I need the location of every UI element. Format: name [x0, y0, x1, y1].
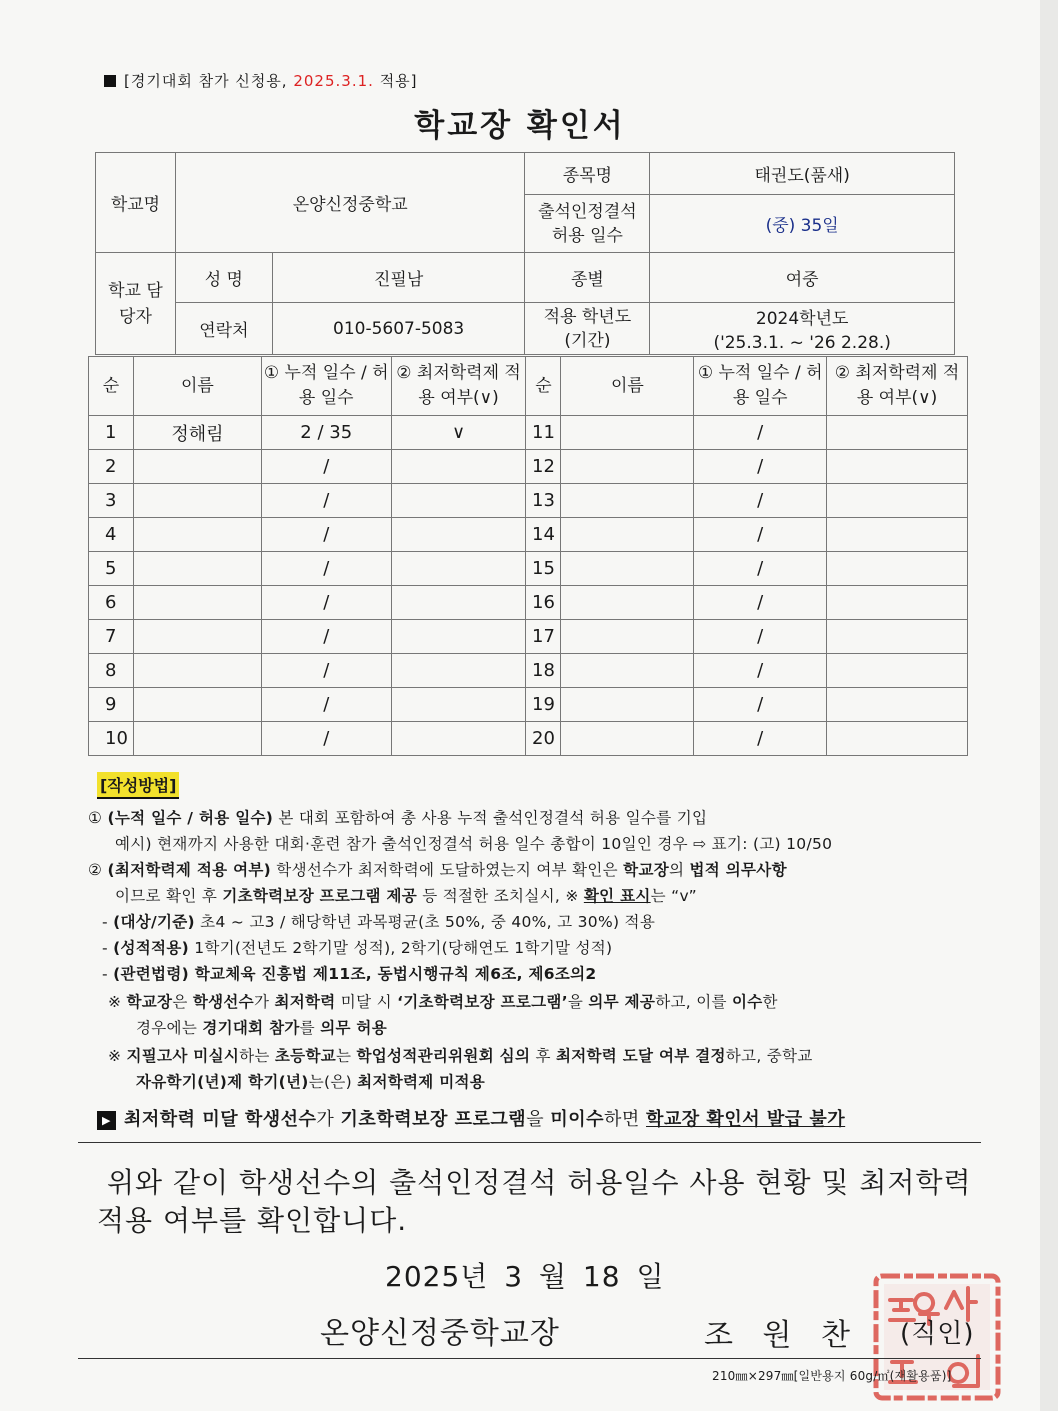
col-seq: 순	[89, 357, 134, 416]
min-academic-check	[827, 518, 968, 552]
header-note: [경기대회 참가 신청용, 2025.3.1. 적용]	[104, 70, 418, 91]
min-academic-check	[827, 552, 968, 586]
col-min: ② 최저학력제 적용 여부(∨)	[391, 357, 526, 416]
table-row	[89, 722, 968, 756]
days-value: /	[261, 688, 391, 722]
confirmation-text: 위와 같이 학생선수의 출석인정결석 허용일수 사용 현황 및 최저학력 적용 여부를 확인합니다.	[97, 1166, 972, 1237]
type-label: 종별	[525, 253, 650, 303]
allow-value: (중) 35일	[650, 195, 955, 253]
year-label: 적용 학년도 (기간)	[525, 303, 650, 355]
warning-line: ▶ 최저학력 미달 학생선수가 기초학력보장 프로그램을 미이수하면 학교장 확인서 발급 불가	[97, 1105, 845, 1131]
min-academic-check	[391, 552, 526, 586]
header-date: 2025.3.1.	[293, 72, 374, 90]
criteria-law: - (관련법령) 학교체육 진흥법 제11조, 동법시행규칙 제6조, 제6조의2	[102, 965, 597, 983]
principal-name: 조 원 찬	[704, 1318, 861, 1353]
year-period: ('25.3.1. ~ '26 2.28.)	[713, 333, 891, 353]
min-academic-check	[391, 586, 526, 620]
year-value: 2024학년도	[755, 309, 849, 329]
student-name	[561, 518, 694, 552]
student-name	[133, 722, 261, 756]
col-days: ① 누적 일수 / 허용 일수	[261, 357, 391, 416]
min-academic-check	[391, 654, 526, 688]
days-value: /	[261, 654, 391, 688]
row-number: 5	[89, 552, 134, 586]
note-2: ※ 지필고사 미실시하는 초등학교는 학업성적관리위원회 심의 후 최저학력 도달 여부 결정하고, 중학교	[108, 1047, 813, 1065]
table-row	[89, 620, 968, 654]
days-value: 2 / 35	[261, 416, 391, 450]
paper-spec: 210㎜×297㎜[일반용지 60g/㎡(재활용품)]	[712, 1369, 952, 1383]
page-title: 학교장 확인서	[414, 108, 626, 144]
student-name	[561, 654, 694, 688]
table-row	[89, 654, 968, 688]
student-name	[561, 620, 694, 654]
table-row	[89, 484, 968, 518]
instruction-2-cont: 이므로 확인 후 기초학력보장 프로그램 제공 등 적절한 조치실시, ※ 확인 표시는 “v”	[115, 887, 698, 905]
row-number: 15	[526, 552, 561, 586]
days-value: /	[694, 688, 827, 722]
days-value: /	[261, 450, 391, 484]
col-name: 이름	[133, 357, 261, 416]
row-number: 9	[89, 688, 134, 722]
row-number: 17	[526, 620, 561, 654]
row-number: 14	[526, 518, 561, 552]
criteria-grades: - (성적적용) 1학기(전년도 2학기말 성적), 2학기(당해연도 1학기말 성적)	[102, 939, 613, 957]
student-name	[133, 552, 261, 586]
allow-label: 출석인정결석 허용 일수	[525, 195, 650, 253]
row-number: 3	[89, 484, 134, 518]
table-row	[89, 450, 968, 484]
min-academic-check	[827, 586, 968, 620]
table-row	[89, 518, 968, 552]
instruction-1: ① (누적 일수 / 허용 일수) 본 대회 포함하여 총 사용 누적 출석인정결석 허용 일수를 기입	[88, 809, 708, 827]
school-principal-title: 온양신정중학교장	[320, 1316, 560, 1351]
days-value: /	[261, 552, 391, 586]
col-days: ① 누적 일수 / 허용 일수	[694, 357, 827, 416]
row-number: 19	[526, 688, 561, 722]
contact-value: 010-5607-5083	[272, 303, 525, 355]
event-value: 태권도(품새)	[650, 153, 955, 195]
student-name	[133, 586, 261, 620]
note-2-cont: 자유학기(년)제 학기(년)는(은) 최저학력제 미적용	[136, 1073, 486, 1091]
days-value: /	[694, 722, 827, 756]
row-number: 13	[526, 484, 561, 518]
instruction-1-example: 예시) 현재까지 사용한 대회·훈련 참가 출석인정결석 허용 일수 총합이 10일인 경우 ⇨ 표기: (고) 10/50	[115, 835, 833, 853]
row-number: 6	[89, 586, 134, 620]
teacher-label: 학교 담당자	[96, 253, 176, 355]
instruction-2: ② (최저학력제 적용 여부) 학생선수가 최저학력에 도달하였는지 여부 확인은 학교장의 법적 의무사항	[88, 861, 787, 879]
school-value: 온양신정중학교	[175, 153, 525, 253]
row-number: 8	[89, 654, 134, 688]
issue-date: 2025년 3 월 18 일	[385, 1260, 665, 1293]
min-academic-check	[827, 654, 968, 688]
min-academic-check: ∨	[391, 416, 526, 450]
student-name	[561, 586, 694, 620]
student-name	[133, 620, 261, 654]
days-value: /	[261, 484, 391, 518]
note-1: ※ 학교장은 학생선수가 최저학력 미달 시 ‘기초학력보장 프로그램’을 의무 제공하고, 이를 이수한	[108, 993, 778, 1011]
days-value: /	[261, 586, 391, 620]
days-value: /	[694, 654, 827, 688]
min-academic-check	[391, 620, 526, 654]
student-name	[133, 484, 261, 518]
row-number: 7	[89, 620, 134, 654]
days-value: /	[694, 484, 827, 518]
footer-divider	[78, 1358, 981, 1359]
table-row	[89, 688, 968, 722]
min-academic-check	[827, 416, 968, 450]
year-cell	[650, 303, 955, 355]
min-academic-check	[827, 484, 968, 518]
student-name	[561, 484, 694, 518]
row-number: 16	[526, 586, 561, 620]
days-value: /	[261, 620, 391, 654]
contact-label: 연락처	[175, 303, 272, 355]
student-name	[561, 722, 694, 756]
row-number: 20	[526, 722, 561, 756]
days-value: /	[694, 552, 827, 586]
info-table	[95, 152, 955, 355]
student-name	[561, 552, 694, 586]
school-label: 학교명	[96, 153, 176, 253]
table-row	[89, 416, 968, 450]
row-number: 12	[526, 450, 561, 484]
col-seq: 순	[526, 357, 561, 416]
name-label: 성 명	[175, 253, 272, 303]
days-value: /	[694, 416, 827, 450]
criteria-target: - (대상/기준) 초4 ~ 고3 / 해당학년 과목평균(초 50%, 중 40%, 고 30%) 적용	[102, 913, 656, 931]
square-bullet-icon	[104, 75, 116, 87]
days-value: /	[694, 586, 827, 620]
name-value: 진필남	[272, 253, 525, 303]
student-name	[561, 688, 694, 722]
row-number: 11	[526, 416, 561, 450]
days-value: /	[694, 620, 827, 654]
days-value: /	[261, 518, 391, 552]
row-number: 10	[89, 722, 134, 756]
min-academic-check	[391, 484, 526, 518]
type-value: 여중	[650, 253, 955, 303]
instructions-title: [작성방법]	[97, 772, 179, 799]
event-label: 종목명	[525, 153, 650, 195]
student-name	[133, 688, 261, 722]
min-academic-check	[827, 620, 968, 654]
min-academic-check	[827, 688, 968, 722]
row-number: 18	[526, 654, 561, 688]
table-row	[89, 552, 968, 586]
student-name	[133, 450, 261, 484]
min-academic-check	[391, 518, 526, 552]
row-number: 2	[89, 450, 134, 484]
student-table	[88, 356, 968, 756]
days-value: /	[694, 450, 827, 484]
note-1-cont: 경우에는 경기대회 참가를 의무 허용	[136, 1019, 387, 1037]
student-name	[561, 450, 694, 484]
student-name	[561, 416, 694, 450]
student-name	[133, 518, 261, 552]
min-academic-check	[391, 450, 526, 484]
col-min: ② 최저학력제 적용 여부(∨)	[827, 357, 968, 416]
days-value: /	[694, 518, 827, 552]
min-academic-check	[391, 722, 526, 756]
divider	[78, 1142, 981, 1143]
student-name: 정해림	[133, 416, 261, 450]
student-name	[133, 654, 261, 688]
row-number: 4	[89, 518, 134, 552]
desk-background	[1040, 0, 1058, 1411]
min-academic-check	[827, 722, 968, 756]
min-academic-check	[827, 450, 968, 484]
days-value: /	[261, 722, 391, 756]
min-academic-check	[391, 688, 526, 722]
seal-label: (직인)	[900, 1319, 975, 1349]
col-name: 이름	[561, 357, 694, 416]
row-number: 1	[89, 416, 134, 450]
table-row	[89, 586, 968, 620]
arrow-box-icon: ▶	[97, 1111, 116, 1130]
